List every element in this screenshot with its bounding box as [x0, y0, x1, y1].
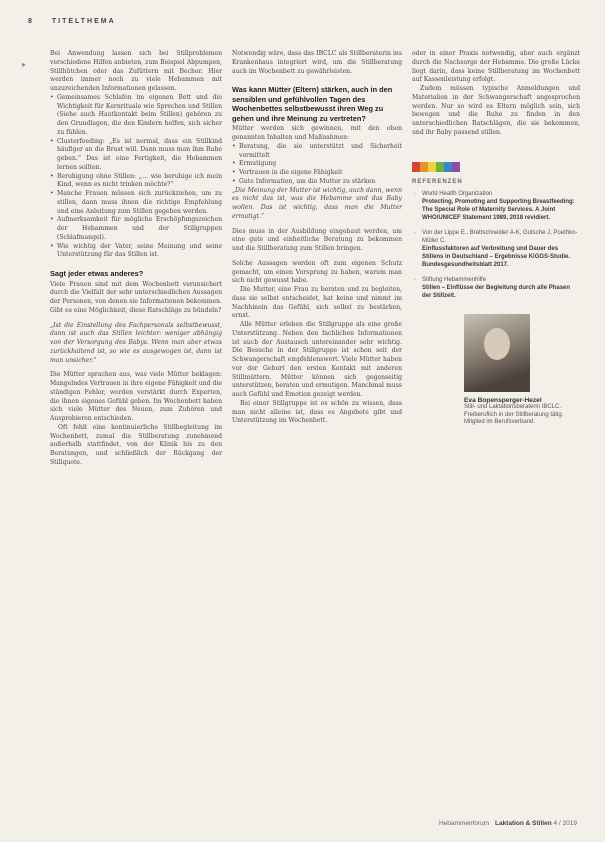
list-item: • Vertrauen in die eigene Fähigkeit	[232, 169, 402, 178]
paragraph: Mütter werden sich gewinnen, mit den oben genannten Inhalten und Maßnahmen:	[232, 125, 402, 141]
reference-title: Einflussfaktoren auf Verbreitung und Dauer des Stillens in Deutschland – Ergebnisse KiGGS-Studie. Bundesgesundheitsblatt 2017.	[422, 245, 571, 268]
reference-title: Stillen – Einflüsse der Begleitung durch alle Phasen der Stillzeit.	[422, 284, 571, 299]
paragraph: Oft fehlt eine kontinuierliche Stillbegleitung im Wochenbett, zumal die Stillberatung zunehmend außerhalb stattfindet, von der Klinik bis zu den Beratungen, und schließlich der Rückgang der Stillquote.	[50, 423, 222, 466]
paragraph: Notwendig wäre, dass das IBCLC als Stillberaterin ins Krankenhaus integriert wird, um die Stillberatung auch im Wochenbett zu gewährleisten.	[232, 50, 402, 75]
paragraph: Die Mütter sprachen aus, was viele Mütter beklagen: Mangelndes Vertrauen in ihre eigene Fähigkeit und die ständigen Fehler, werden verstärkt durch Experten, die ihnen eigenes Gefühl geben. Im Wochenbett haben sich viele Mütter des Neuen, zum Zuhören und Ausprobieren entschieden.	[50, 371, 222, 422]
references-heading: REFERENZEN	[412, 178, 463, 185]
footer-page: 4 / 2019	[553, 820, 577, 827]
color-swatch	[412, 162, 420, 172]
list-item: • Wie wichtig der Vater, seine Meinung und seine Unterstützung für das Stillen ist.	[50, 243, 222, 261]
color-stripe	[412, 162, 460, 172]
paragraph: Bei einer Stillgruppe ist es schön zu wissen, dass man nicht alleine ist, dass es Angebote gibt und Unterstützung im Wochenbett.	[232, 399, 402, 425]
list-item: • Ermutigung	[232, 160, 402, 169]
reference-item	[412, 276, 580, 300]
paragraph: Bei Anwendung lassen sich bei Stillproblemen verschiedene Hilfen anbieten, zum Beispiel Abpumpen, Stillhütchen oder das Zufüttern mit Becher. Hier werden immer noch zu viele Hebammen mit unzureichenden Informationen gelassen.	[50, 50, 222, 92]
list-item: • Clusterfeeding: „Es ist normal, dass ein Stillkind häufiger an die Brust will. Dann muss man ihm Ruhe geben.“ Das ist eine Fertigkeit, die Hebammen lernen sollten.	[50, 138, 222, 173]
paragraph: Alle Mütter erleben die Stillgruppe als eine große Unterstützung. Neben den fachlichen Informationen ist auch der Austausch untereinander sehr wichtig. Die Besuche in der Stillgruppe ist schon seit der Schwangerschaft empfehlenswert. Viele Mütter haben vor der Geburt den ersten Kontakt mit anderen Stillmüttern. Mütter können sich gegenseitig unterstützen, beraten und ermutigen. Manchmal muss auch Gefühl und Emotion gezeigt werden.	[232, 321, 402, 398]
reference-author: Stiftung Hebammenhilfe	[422, 276, 487, 283]
list-item: • Aufmerksamkeit für mögliche Erschöpfungszeichen der Hebammen und der Stillgruppen (Schlafmangel).	[50, 216, 222, 242]
author-photo	[464, 314, 530, 392]
bullet-list	[232, 143, 402, 187]
color-swatch	[436, 162, 444, 172]
color-swatch	[428, 162, 436, 172]
color-swatch	[452, 162, 460, 172]
section-title: TITELTHEMA	[51, 18, 116, 25]
list-item: • Beratung, die sie unterstützt und Sicherheit vermittelt	[232, 143, 402, 161]
list-item: • Manche Frauen müssen sich zurückziehen, um zu stillen, dann muss ihnen die richtige Empfehlung und eine Anleitung zum Stillen gegeben werden.	[50, 190, 222, 216]
color-swatch	[444, 162, 452, 172]
section-heading: Sagt jeder etwas anderes?	[50, 269, 144, 278]
author-info	[464, 397, 580, 427]
section-heading: Was kann Mütter (Eltern) stärken, auch in den sensiblen und gefühlvollen Tagen des Wochenbettes selbstbewusst ihren Weg zu gehen und ihre Meinung zu vertreten?	[232, 85, 393, 123]
footer-magazine: Hebammenforum	[438, 820, 490, 827]
footer-title: Laktation & Stillen	[494, 820, 552, 827]
reference-item	[412, 190, 580, 222]
paragraph: Zudem müssen typische Anmeldungen und Materialien in der Schwangerschaft angesprochen werden. Nur so wird es Eltern möglich sein, sich bewegen und die Ruhe zu finden in den unterschiedlichen Ratschlägen, die sie bekommen, und ihr Baby passend stillen.	[412, 85, 580, 136]
paragraph: Viele Frauen sind mit dem Wochenbett verunsichert durch die Vielfalt der sehr unterschiedlichen Aussagen der Personen, von denen sie Informationen bekommen. Gibt es eine Möglichkeit, diese Ratschläge zu bündeln?	[50, 280, 222, 314]
page-number: 8	[28, 18, 34, 25]
reference-title: Protecting, Promoting and Supporting Breastfeeding: The Special Role of Maternity Services. A Joint WHO/UNICEF Statement 1989, 2018 revidiert.	[422, 198, 575, 221]
list-item: • Beruhigung ohne Stillen: „… wie beruhige ich mein Kind, wenn es nicht trinken möchte?“	[50, 173, 222, 191]
color-swatch	[420, 162, 428, 172]
column-2	[232, 50, 402, 426]
reference-item	[412, 229, 580, 269]
column-1	[50, 50, 222, 468]
author-name: Eva Bopensperger-Hezel	[464, 396, 542, 404]
paragraph: Solche Aussagen werden oft zum eigenen Schutz gemacht, um einen Vorsprung zu haben, warum man sich nicht gewusst habe.	[232, 259, 402, 285]
list-item: • Gemeinsames Schlafen im eigenen Bett und die Wichtigkeit für Kernrituale wie Sprechen und Stillen (Siehe auch Hautkontakt beim Stillen) gehören zu den Grundlagen, die den Kindern helfen, sich sicher zu fühlen.	[50, 94, 222, 138]
reference-author: World Health Organization	[422, 190, 493, 197]
quote: „Ist die Einstellung des Fachpersonals selbstbewusst, dann ist auch das Stillen leichter: weniger abhängig von der Versorgung des Babys. Wenn man aber etwas zurückhaltend ist, so wie es ausgewogen ist, dann ist man unsicher.“	[50, 321, 222, 364]
author-bio: Still- und Laktationsberaterin IBCLC. Freiberuflich in der Stillberatung tätig. Mitglied im Berufsverband.	[464, 404, 564, 426]
list-item: • Gute Information, um die Mutter zu stärken	[232, 178, 402, 187]
quote: „Die Meinung der Mutter ist wichtig, auch dann, wenn es nicht das ist, was die Hebamme und das Baby wollen. Das ist wichtig, dass man die Mutter ermutigt.“	[232, 186, 402, 220]
margin-marker: ▸	[22, 60, 27, 69]
paragraph: oder in einer Praxis notwendig, aber auch ergänzt durch die Nachsorge der Hebamme. Die große Lücke liegt darin, dass keine Stillberatung im Wochenbett auf Kassenleistung erfolgt.	[412, 50, 580, 84]
page-footer	[439, 820, 577, 827]
reference-author: Von der Lippe E., Brettschneider A-K, Gutsche J, Poethko-Müller C.	[422, 229, 578, 244]
bullet-list	[50, 94, 222, 260]
column-3	[412, 50, 580, 427]
paragraph: Die Mutter, eine Frau zu beraten und zu begleiten, dass sie selbst entscheidet, hat keine und nimmt im Nachhinein das Gefühl, sich selbst zu bestärken, ernst.	[232, 286, 402, 320]
paragraph: Dies muss in der Ausbildung eingebaut werden, um eine gute und einheitliche Beratung zu bekommen und die Stillberatung zum Stillen bringen.	[232, 227, 402, 252]
page-header	[28, 18, 116, 25]
